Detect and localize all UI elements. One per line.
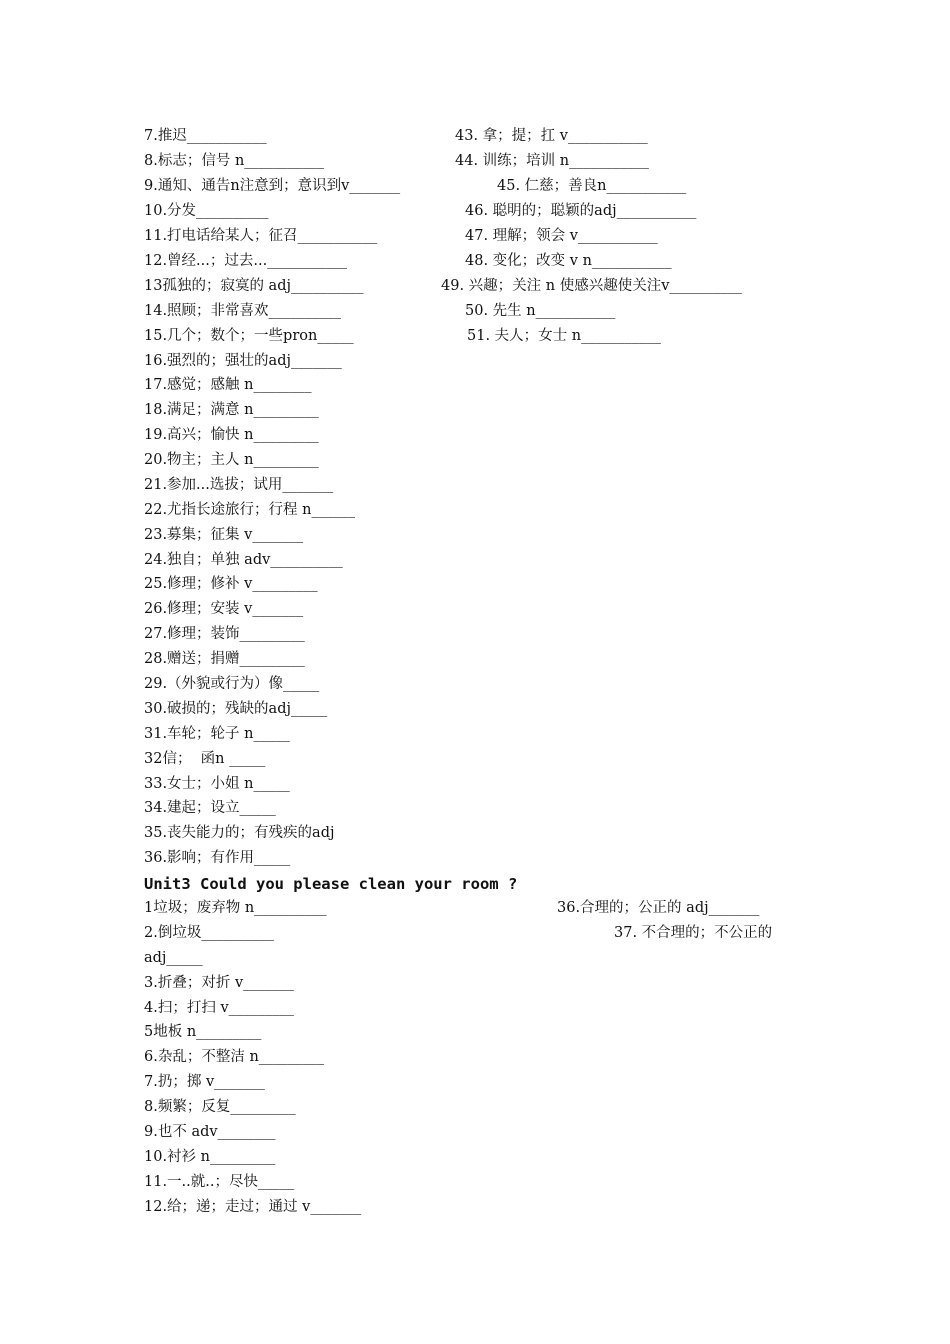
vocab-item: adj_____ [144,950,203,966]
vocab-item: 36.影响；有作用_____ [144,850,291,866]
vocab-item: 24.独自；单独 adv__________ [144,552,343,568]
vocab-item: 12.曾经...；过去...___________ [144,253,347,269]
vocab-item: 6.杂乱；不整洁 n_________ [144,1049,325,1065]
vocab-item: 19.高兴；愉快 n_________ [144,427,319,443]
vocab-item: 4.扫；打扫 v_________ [144,1000,294,1016]
vocab-item: 14.照顾；非常喜欢__________ [144,303,342,319]
vocab-item: 5地板 n_________ [144,1024,262,1040]
vocab-item: 16.强烈的；强壮的adj_______ [144,353,342,369]
vocab-item: 15.几个；数个；一些pron_____ [144,328,354,344]
vocab-item: 32信； 函n _____ [144,751,266,767]
vocab-item: 46. 聪明的；聪颖的adj___________ [465,203,697,219]
vocab-item: 36.合理的；公正的 adj_______ [557,900,760,916]
vocab-item: 11.一..就..；尽快_____ [144,1174,295,1190]
vocab-item: 37. 不合理的；不公正的 [614,925,773,941]
vocab-item: 50. 先生 n___________ [465,303,616,319]
vocab-item: 10.分发__________ [144,203,269,219]
vocab-item: 10.衬衫 n_________ [144,1149,276,1165]
vocab-item: 29.（外貌或行为）像_____ [144,676,320,692]
vocab-item: 8.标志；信号 n___________ [144,153,325,169]
vocab-item: 12.给；递；走过；通过 v_______ [144,1199,362,1215]
vocab-item: 7.推迟___________ [144,128,267,144]
vocab-item: 28.赠送；捐赠_________ [144,651,305,667]
vocab-item: 20.物主；主人 n_________ [144,452,319,468]
vocab-item: 49. 兴趣；关注 n 使感兴趣使关注v__________ [441,278,742,294]
vocab-item: 21.参加...选拔；试用_______ [144,477,334,493]
vocab-item: 13孤独的；寂寞的 adj__________ [144,278,364,294]
vocab-item: 1垃圾；废弃物 n__________ [144,900,327,916]
vocab-item: 18.满足；满意 n_________ [144,402,319,418]
vocab-item: 11.打电话给某人；征召___________ [144,228,378,244]
vocab-item: 44. 训练；培训 n___________ [455,153,649,169]
vocab-item: 22.尤指长途旅行；行程 n______ [144,502,356,518]
vocab-item: 30.破损的；残缺的adj_____ [144,701,328,717]
vocab-item: 8.频繁；反复_________ [144,1099,296,1115]
vocab-item: 17.感觉；感触 n________ [144,377,312,393]
vocab-item: 7.扔；掷 v_______ [144,1074,265,1090]
vocab-item: 47. 理解；领会 v___________ [465,228,658,244]
vocab-item: 3.折叠；对折 v_______ [144,975,294,991]
vocab-item: 51. 夫人；女士 n___________ [467,328,661,344]
vocab-item: 26.修理；安装 v_______ [144,601,304,617]
vocab-item: 23.募集；征集 v_______ [144,527,304,543]
vocab-item: 34.建起；设立_____ [144,800,276,816]
vocab-item: 35.丧失能力的；有残疾的adj [144,825,335,841]
unit-heading: Unit3 Could you please clean your room ? [144,875,518,893]
vocab-item: 9.通知、通告n注意到；意识到v_______ [144,178,401,194]
vocab-item: 31.车轮；轮子 n_____ [144,726,290,742]
vocab-item: 2.倒垃圾__________ [144,925,274,941]
vocab-item: 43. 拿；提；扛 v___________ [455,128,648,144]
vocab-item: 9.也不 adv________ [144,1124,276,1140]
vocab-item: 27.修理；装饰_________ [144,626,305,642]
vocab-item: 33.女士；小姐 n_____ [144,776,290,792]
vocab-item: 45. 仁慈；善良n___________ [497,178,687,194]
vocab-item: 48. 变化；改变 v n___________ [465,253,672,269]
vocab-item: 25.修理；修补 v_________ [144,576,318,592]
